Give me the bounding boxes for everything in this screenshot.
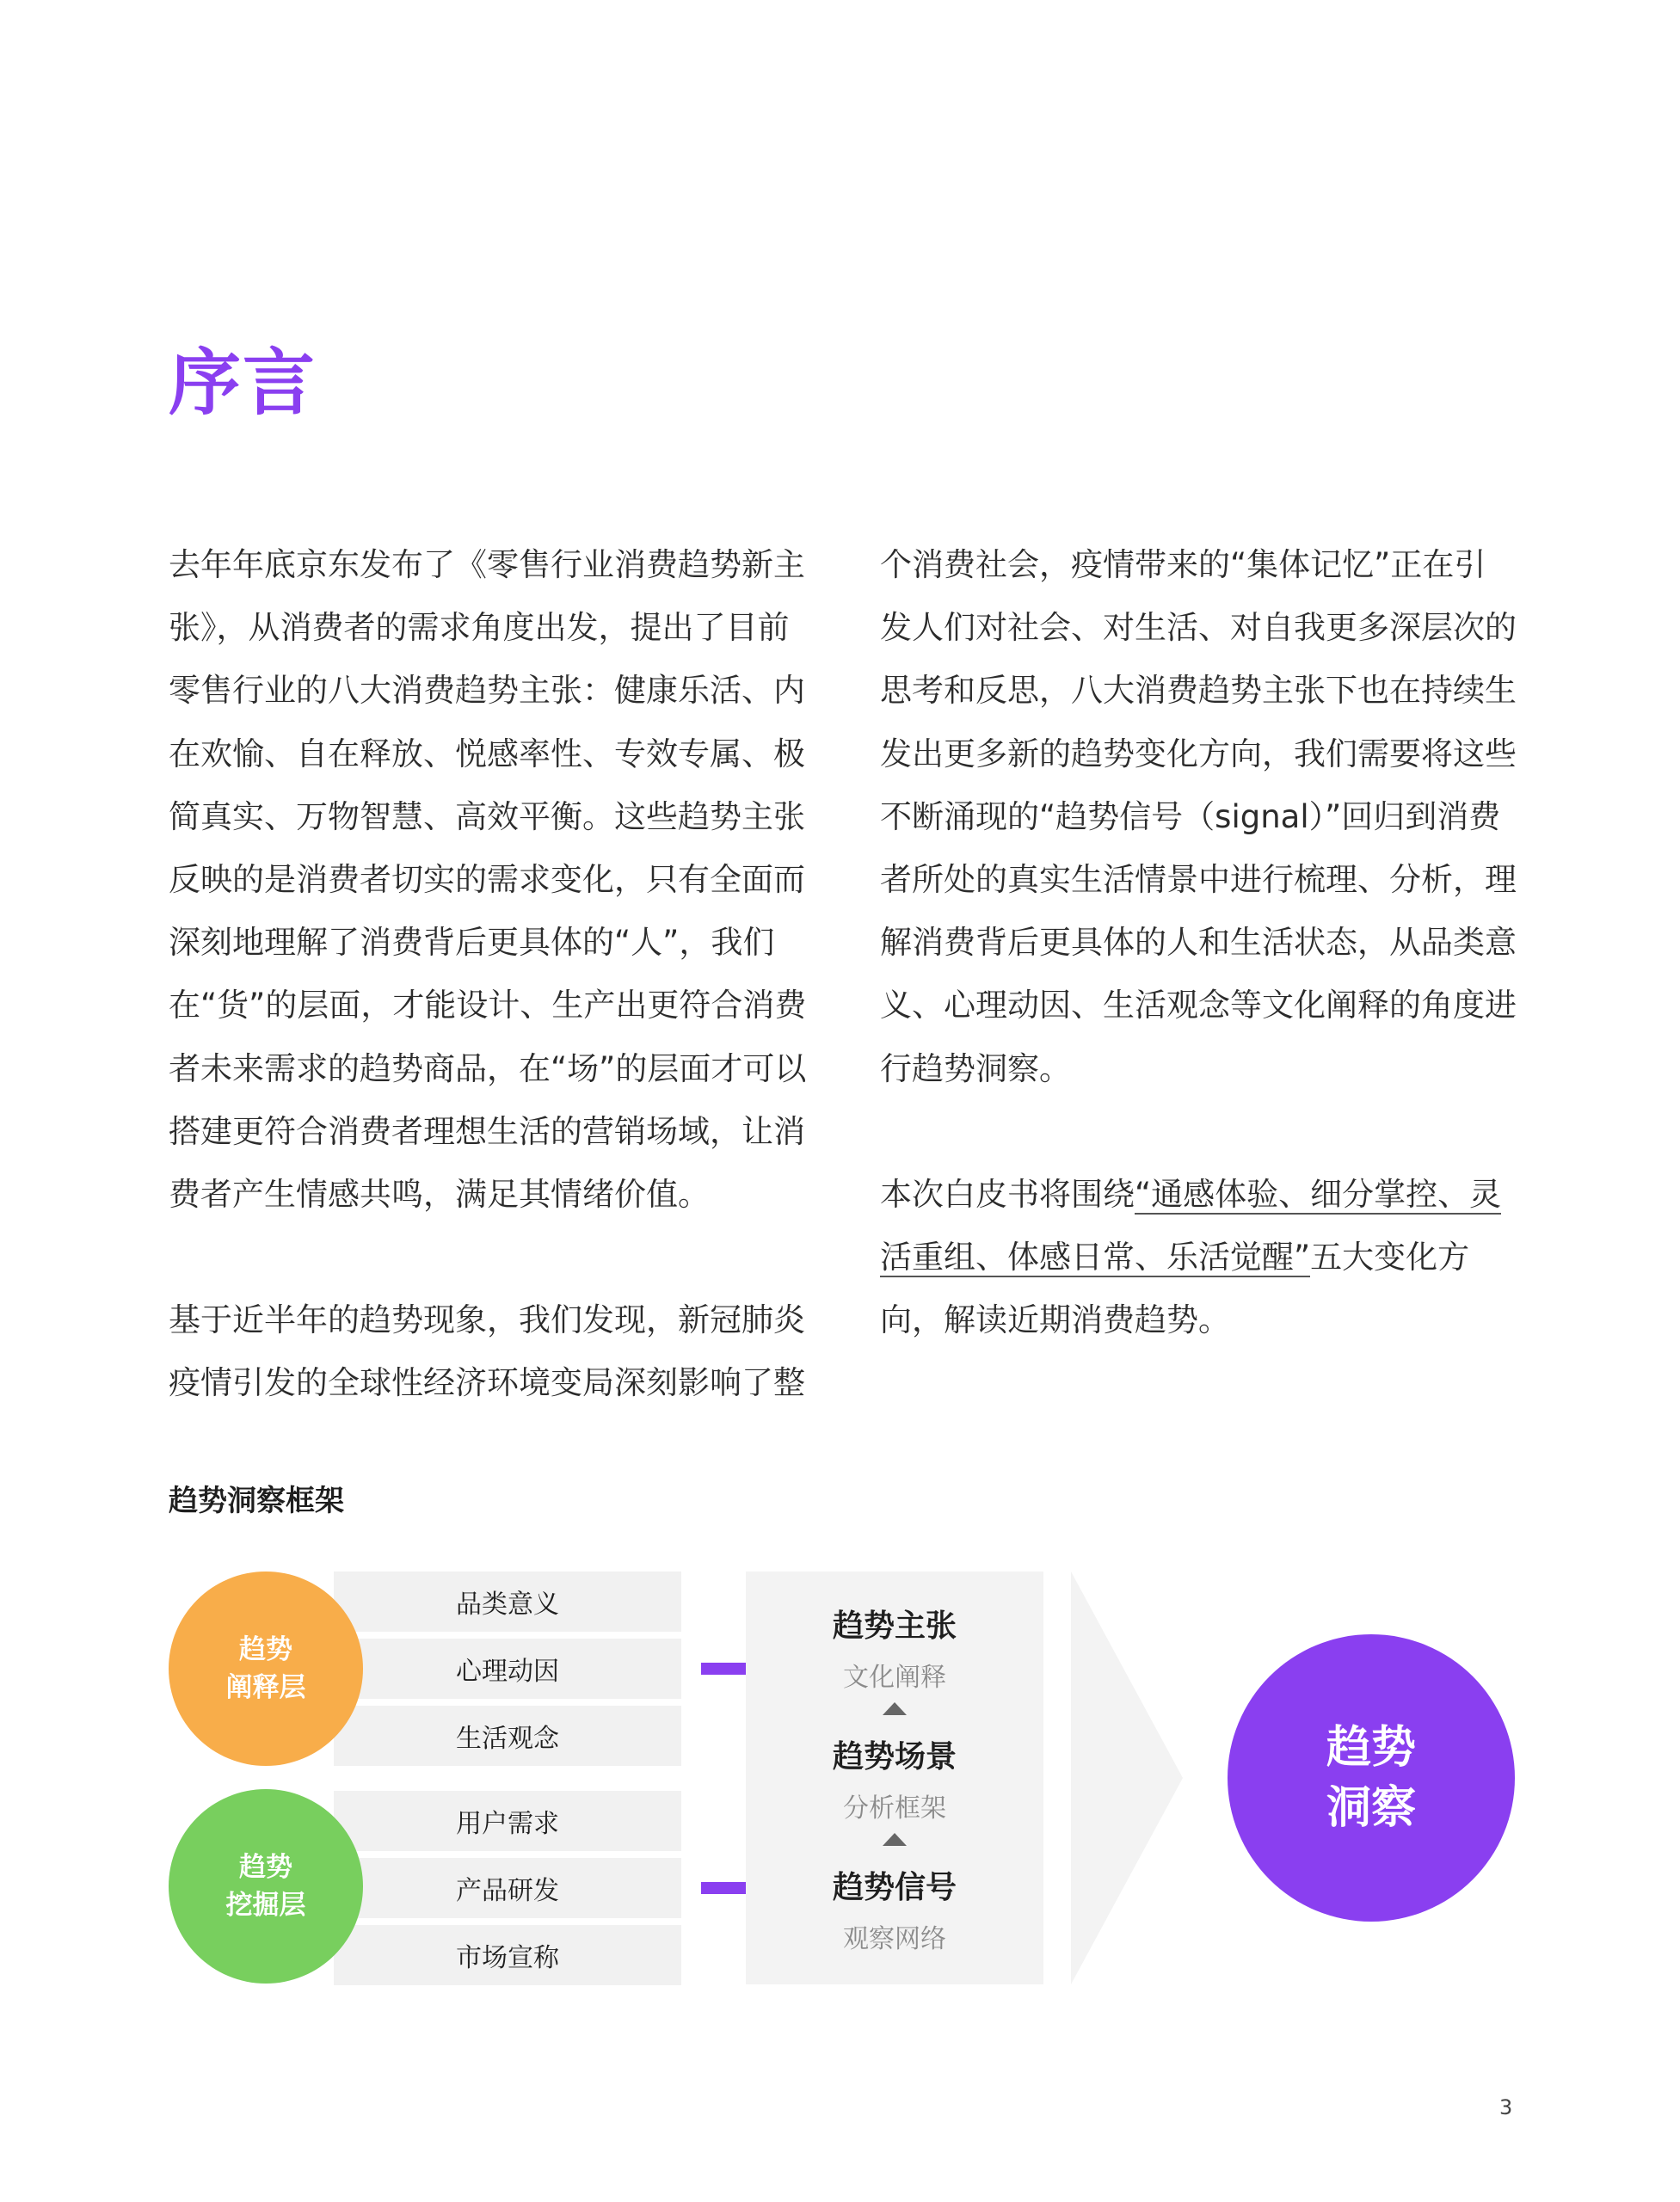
interpretation-item: 心理动因 [334,1639,681,1699]
stage-title: 趋势信号 [832,1870,957,1905]
right-column [880,533,1517,1351]
page-title: 序言 [169,341,317,425]
mining-layer-circle [169,1789,363,1984]
stage [746,1863,1043,1955]
up-triangle-icon [883,1833,907,1846]
paragraph: 去年年底京东发布了《零售行业消费趋势新主张》，从消费者的需求角度出发，提出了目前零售行业的八大消费趋势主张：健康乐活、内在欢愉、自在释放、悦感率性、专效专属、极简真实、万物智慧、高效平衡。这些趋势主张反映的是消费者切实的需求变化，只有全面而深刻地理解了消费背后更具体的“人”，我们在“货”的层面，才能设计、生产出更符合消费者未来需求的趋势商品，在“场”的层面才可以搭建更符合消费者理想生活的营销场域，让消费者产生情感共鸣，满足其情绪价值。 [169,546,807,1214]
stage-title: 趋势场景 [832,1739,957,1775]
interpretation-layer-label: 趋势 阐释层 [225,1634,306,1703]
framework-title: 趋势洞察框架 [169,1484,344,1518]
stages-panel [746,1572,1043,1984]
paragraph [880,1163,1517,1352]
paragraph: 基于近半年的趋势现象，我们发现，新冠肺炎疫情引发的全球性经济环境变局深刻影响了整 [169,1301,805,1402]
trend-insight-circle [1228,1634,1515,1922]
stage-subtitle: 文化阐释 [843,1663,946,1693]
paragraph: 个消费社会，疫情带来的“集体记忆”正在引发人们对社会、对生活、对自我更多深层次的思考和反思，八大消费趋势主张下也在持续生发出更多新的趋势变化方向，我们需要将这些不断涌现的“趋势信号（signal）”回归到消费者所处的真实生活情景中进行梳理、分析，理解消费背后更具体的人和生活状态，从品类意义、心理动因、生活观念等文化阐释的角度进行趋势洞察。 [880,546,1517,1087]
mining-item: 用户需求 [334,1791,681,1851]
interpretation-layer-circle [169,1572,363,1766]
page-number: 3 [1499,2095,1513,2119]
stage [746,1602,1043,1694]
trend-insight-label: 趋势 洞察 [1326,1722,1416,1834]
stage [746,1732,1043,1824]
stage-subtitle: 观察网络 [843,1924,946,1954]
interpretation-item: 品类意义 [334,1572,681,1632]
left-column [169,533,809,1415]
chevron-right-icon [1071,1572,1183,1984]
paragraph-suffix: 五大变化方向，解读近期消费趋势。 [880,1239,1470,1339]
stage-subtitle: 分析框架 [843,1793,946,1824]
mining-layer-label: 趋势 挖掘层 [225,1852,306,1921]
interpretation-item: 生活观念 [334,1706,681,1766]
mining-item: 市场宣称 [334,1925,681,1985]
stage-title: 趋势主张 [832,1608,957,1644]
up-triangle-icon [883,1702,907,1715]
highlighted-directions: “通感体验、细分掌控、灵活重组、体感日常、乐活觉醒” [880,1175,1502,1276]
paragraph-prefix: 本次白皮书将围绕 [880,1175,1135,1213]
mining-item: 产品研发 [334,1858,681,1918]
